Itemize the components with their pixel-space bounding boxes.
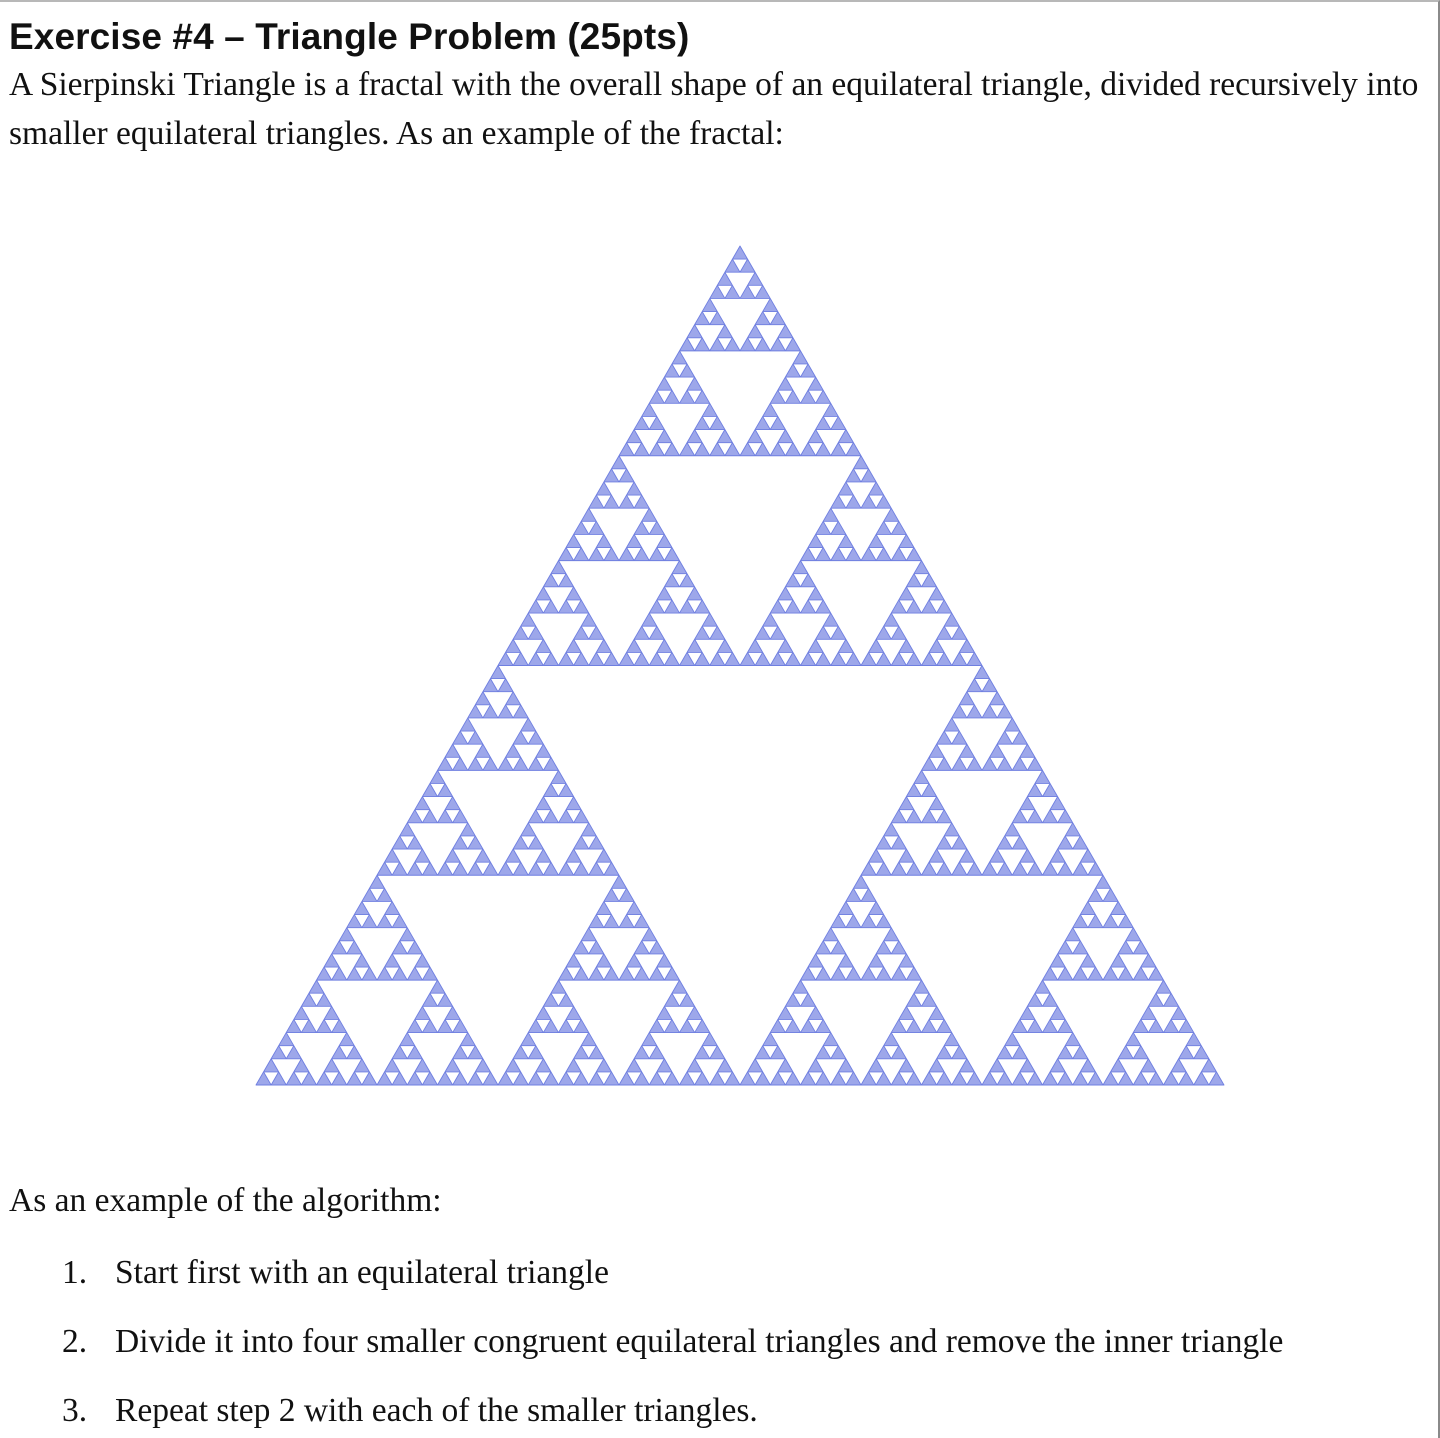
- step-text: Start first with an equilateral triangle: [115, 1254, 609, 1291]
- sierpinski-fractal-shape: [256, 246, 1224, 1085]
- step-number: 3.: [62, 1392, 88, 1429]
- algorithm-step: [62, 1323, 1283, 1361]
- step-number: 1.: [62, 1254, 88, 1291]
- step-text: Repeat step 2 with each of the smaller triangles.: [115, 1392, 758, 1429]
- intro-paragraph: A Sierpinski Triangle is a fractal with the overall shape of an equilateral triangle, divided recursively into smaller equilateral triangles. As an example of the fractal:: [9, 66, 1419, 152]
- exercise-title: Exercise #4 – Triangle Problem (25pts): [9, 16, 690, 57]
- algorithm-step: [62, 1392, 758, 1430]
- algorithm-intro: As an example of the algorithm:: [9, 1182, 442, 1219]
- algorithm-step: [62, 1254, 609, 1292]
- sierpinski-triangle-figure: [255, 245, 1225, 1087]
- step-number: 2.: [62, 1323, 88, 1360]
- step-text: Divide it into four smaller congruent equilateral triangles and remove the inner triangle: [115, 1323, 1284, 1360]
